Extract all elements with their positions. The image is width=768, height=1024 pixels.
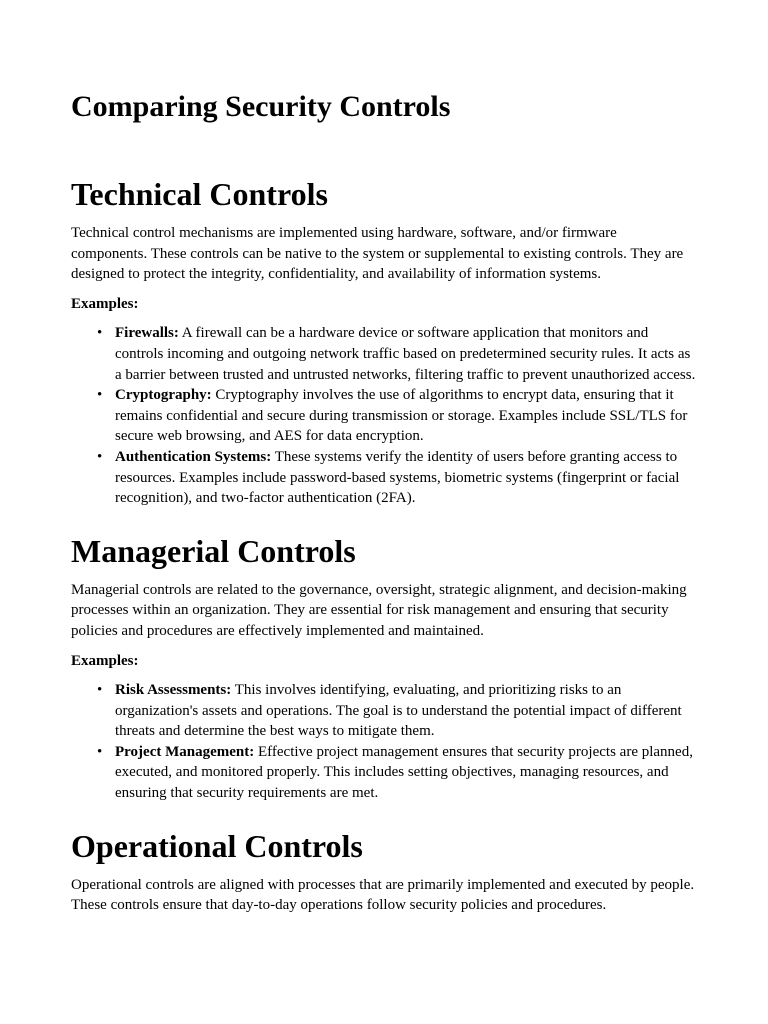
example-list-managerial <box>71 680 696 804</box>
section-heading-managerial: Managerial Controls <box>71 532 356 569</box>
page-title: Comparing Security Controls <box>71 90 451 123</box>
example-list-technical <box>71 323 696 508</box>
list-item-term: Authentication Systems: <box>115 448 272 465</box>
list-item <box>115 385 696 447</box>
section-paragraph-technical: Technical control mechanisms are implemented using hardware, software, and/or firmware components. These controls can be native to the system or supplemental to existing controls. They are designed to protect the integrity, confidentiality, and availability of information systems. <box>71 225 684 283</box>
list-item <box>115 447 696 509</box>
list-item <box>115 742 696 804</box>
list-item-term: Cryptography: <box>115 387 212 404</box>
list-item <box>115 680 696 742</box>
examples-label-managerial: Examples: <box>71 652 139 669</box>
list-item <box>115 323 696 385</box>
examples-label-technical: Examples: <box>71 295 139 312</box>
list-item-text: These systems verify the identity of users before granting access to resources. Examples include password-based systems, biometric systems (fingerprint or facial recognition), and two-factor authentication (2FA). <box>115 448 680 507</box>
list-item-term: Risk Assessments: <box>115 682 232 699</box>
list-item-text: This involves identifying, evaluating, and prioritizing risks to an organization's assets and operations. The goal is to understand the potential impact of different threats and determine the best ways to mitigate them. <box>115 682 682 740</box>
list-item-term: Project Management: <box>115 743 255 760</box>
section-heading-technical: Technical Controls <box>71 176 328 212</box>
list-item-text: Effective project management ensures that security projects are planned, executed, and monitored properly. This includes setting objectives, managing resources, and ensuring that security requirements are met. <box>115 743 693 802</box>
section-heading-operational: Operational Controls <box>71 827 363 864</box>
list-item-text: Cryptography involves the use of algorithms to encrypt data, ensuring that it remains confidential and secure during transmission or storage. Examples include SSL/TLS for secure web browsing, and AES for data encryption. <box>115 387 688 445</box>
section-paragraph-operational: Operational controls are aligned with processes that are primarily implemented and executed by people. These controls ensure that day-to-day operations follow security policies and procedures. <box>71 876 695 914</box>
list-item-text: A firewall can be a hardware device or software application that monitors and controls incoming and outgoing network traffic based on predetermined security rules. It acts as a barrier between trusted and untrusted networks, filtering traffic to prevent unauthorized access. <box>115 325 696 383</box>
section-paragraph-managerial: Managerial controls are related to the governance, oversight, strategic alignment, and decision-making processes within an organization. They are essential for risk management and ensuring that security policies and procedures are effectively implemented and maintained. <box>71 581 687 639</box>
list-item-term: Firewalls: <box>115 325 179 342</box>
